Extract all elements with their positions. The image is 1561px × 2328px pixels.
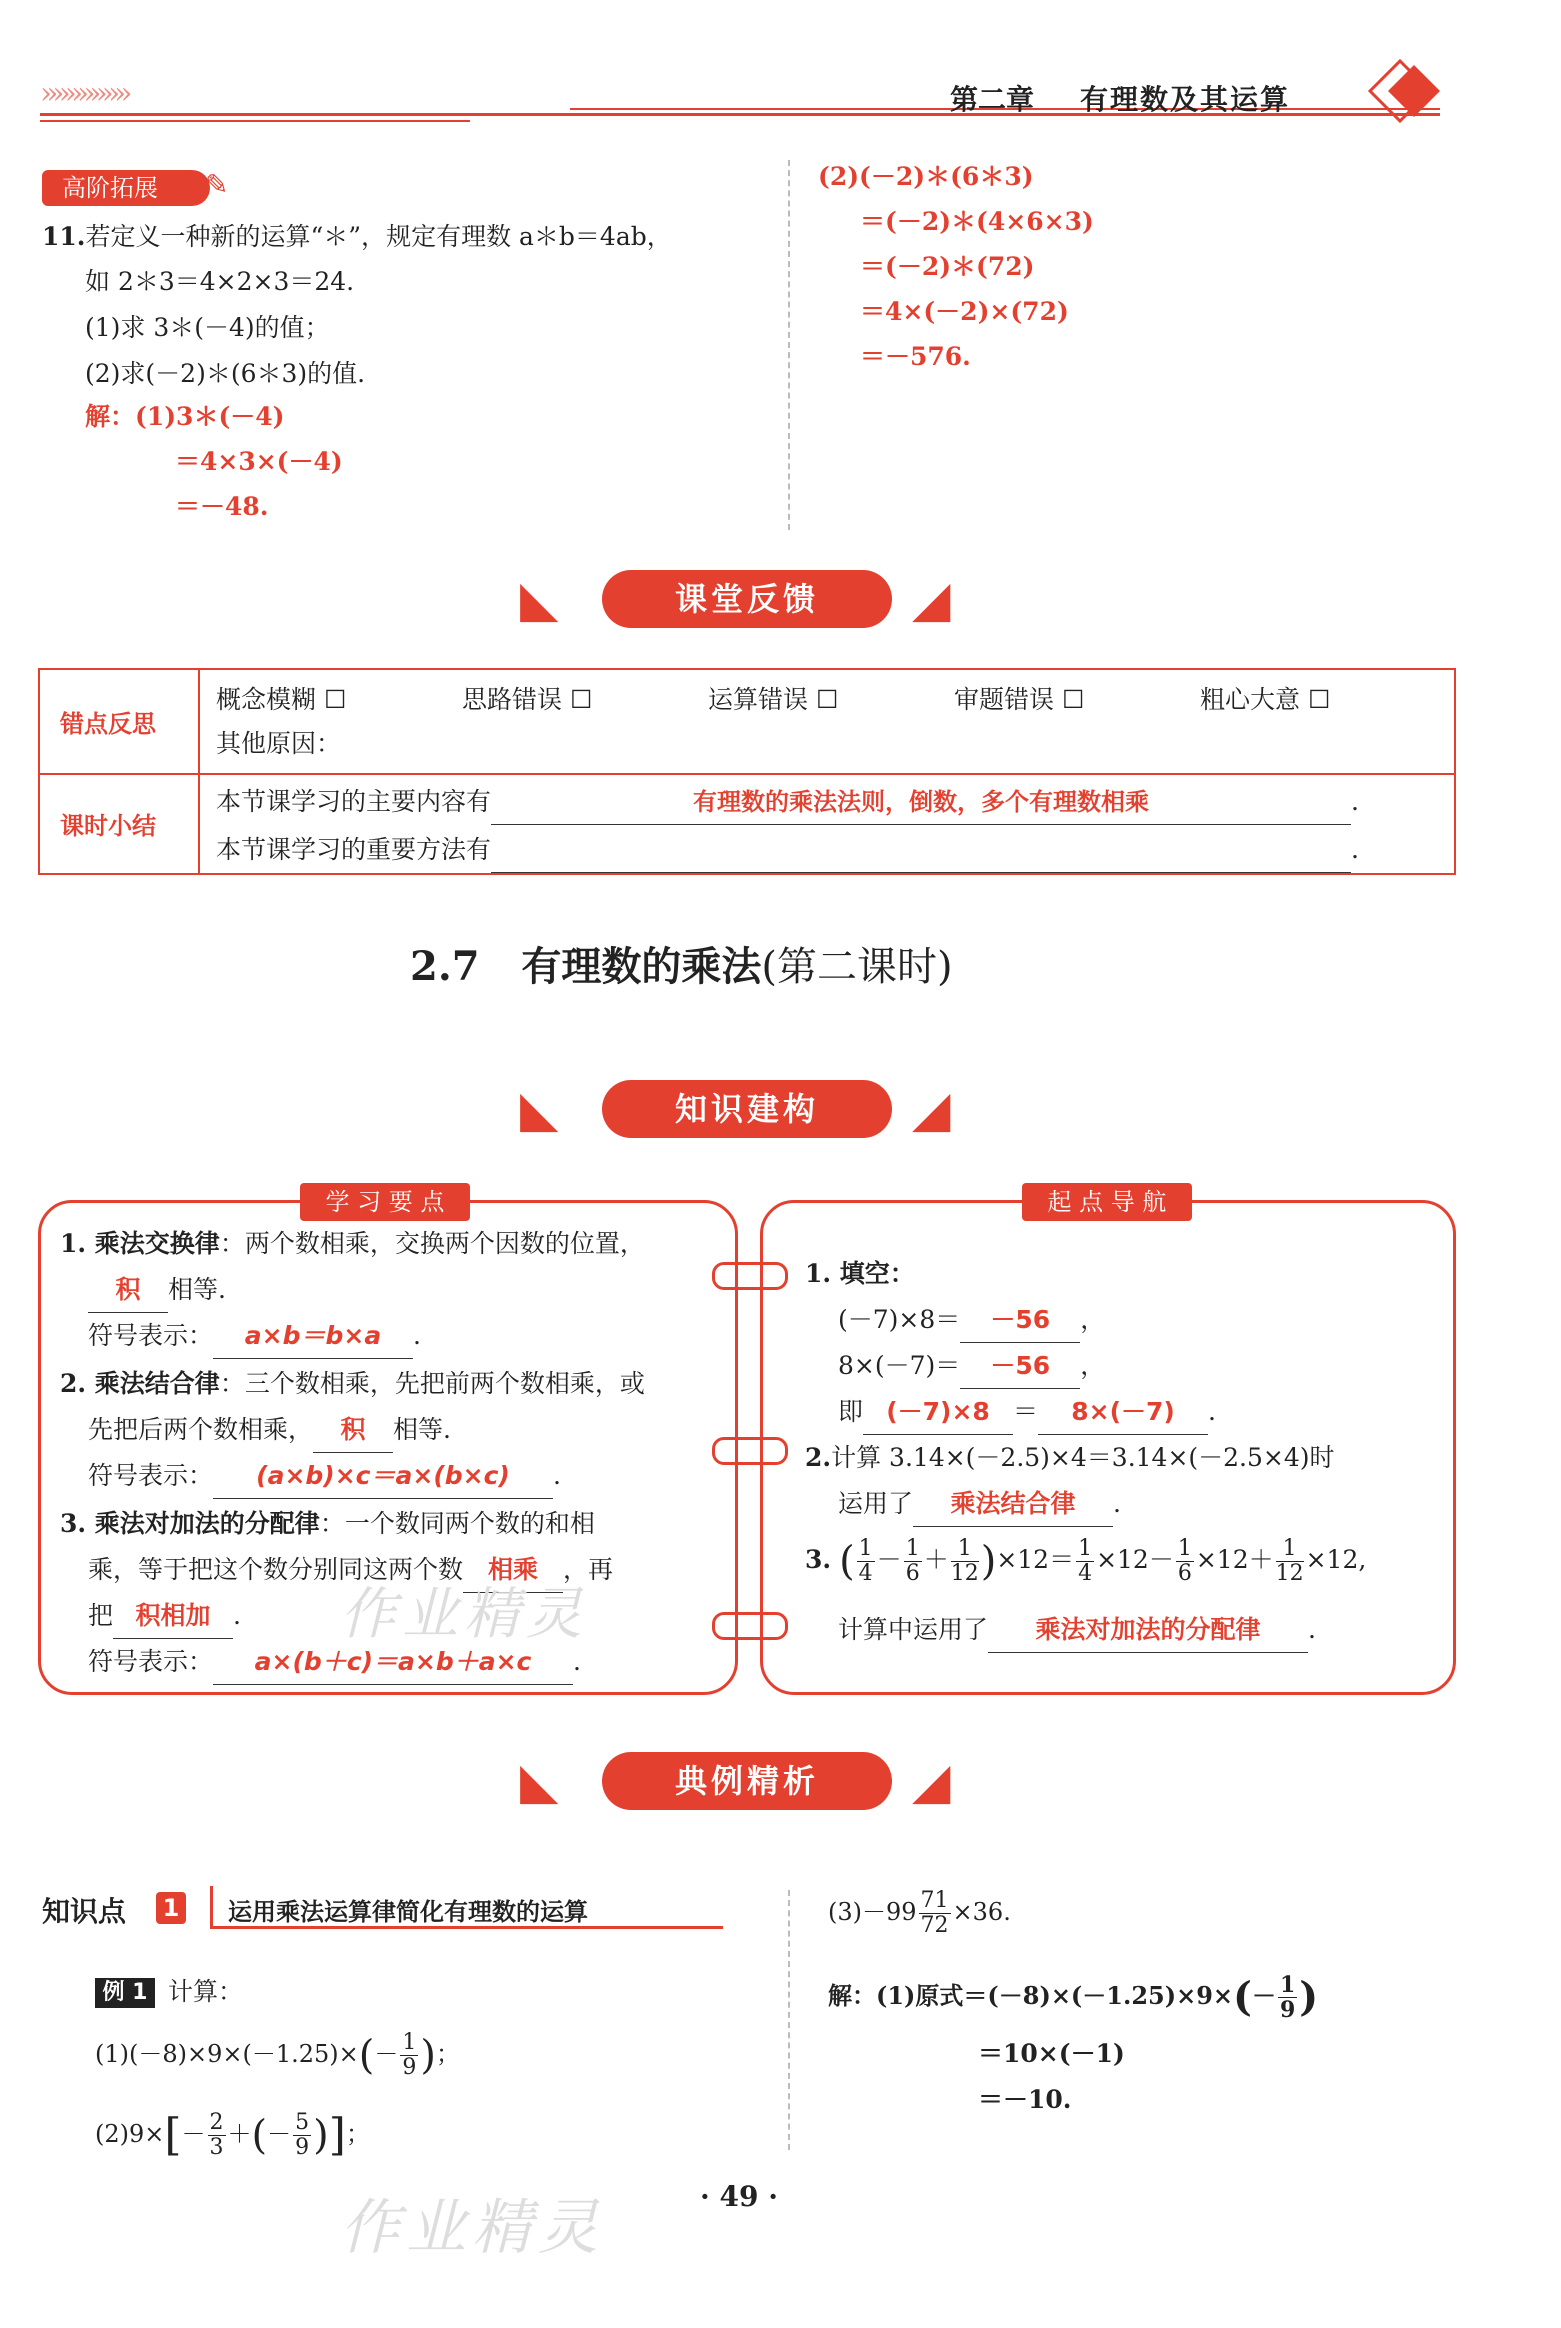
fill-blank-c: 即 (－7)×8 ＝ 8×(－7) . xyxy=(838,1390,1216,1435)
chevron-decoration-icon: »»»»»»» xyxy=(40,76,127,111)
example-tag: 例 1 xyxy=(95,1978,155,2008)
watermark: 作业精灵 xyxy=(340,1582,588,1647)
question-11: 11.若定义一种新的运算“＊”，规定有理数 a＊b＝4ab， xyxy=(42,222,672,251)
example-part3: (3)－99 $\frac{71}{72}$ ×36. xyxy=(828,1888,1011,1938)
diamond-logo-icon xyxy=(1330,46,1450,136)
solution-line3: ＝－10. xyxy=(978,2085,1072,2114)
question-part1: (1)求 3＊(－4)的值； xyxy=(85,313,330,342)
law-commutative-cont: 积 相等. xyxy=(88,1268,226,1313)
calc-question-cont: 运用了 乘法结合律 . xyxy=(838,1482,1121,1527)
feedback-heading: 课堂反馈 xyxy=(602,570,892,628)
wing-left-icon: ◣ xyxy=(520,1752,559,1810)
law-commutative: 1. 乘法交换律：两个数相乘，交换两个因数的位置， xyxy=(60,1229,645,1258)
column-divider xyxy=(788,1890,790,2150)
law-associative-cont: 先把后两个数相乘， 积 相等. xyxy=(88,1408,451,1453)
wing-right-icon: ◢ xyxy=(912,1080,951,1138)
method-blank[interactable] xyxy=(491,828,1351,873)
law-distributive-cont2: 把 积相加 . xyxy=(88,1594,241,1639)
page-number: · 49 · xyxy=(700,2180,778,2213)
solution2-line5: ＝－576. xyxy=(860,342,971,371)
example-part2: (2)9×[－ $\frac{2}{3}$ ＋(－ $\frac{5}{9}$ )]； xyxy=(95,2109,370,2161)
option-calc[interactable]: 运算错误 ☐ xyxy=(708,685,839,714)
wing-left-icon: ◣ xyxy=(520,1080,559,1138)
option-careless[interactable]: 粗心大意 ☐ xyxy=(1200,685,1331,714)
column-divider xyxy=(788,160,790,530)
knowledge-point-title: 运用乘法运算律简化有理数的运算 xyxy=(228,1898,588,1926)
summary-method: 本节课学习的重要方法有 . xyxy=(216,828,1359,873)
calc-question: 2.计算 3.14×(－2.5)×4＝3.14×(－2.5×4)时 xyxy=(805,1443,1335,1472)
question-example: 如 2＊3＝4×2×3＝24. xyxy=(85,267,355,296)
lesson-title: 2.7 有理数的乘法(第二课时) xyxy=(410,943,953,990)
header xyxy=(0,0,1561,140)
wing-right-icon: ◢ xyxy=(912,570,951,628)
solution2-line4: ＝4×(－2)×(72) xyxy=(860,297,1069,326)
wing-right-icon: ◢ xyxy=(912,1752,951,1810)
knowledge-point-num: 1 xyxy=(156,1892,186,1924)
distributive-formula: 3. ( $\frac{1}{4}$ － $\frac{1}{6}$ ＋ $\frac{1}{12}$ )×12＝ $\frac{1}{4}$ ×12－ $\frac{1}{6}$ ×12＋ $\frac{1}{12}$ ×12, xyxy=(805,1536,1367,1586)
advanced-tag: 高阶拓展 xyxy=(42,170,210,206)
solution2-line2: ＝(－2)＊(4×6×3) xyxy=(860,207,1094,236)
chapter-title: 有理数及其运算 xyxy=(1080,83,1291,116)
study-points-tag: 学 习 要 点 xyxy=(300,1183,470,1221)
start-nav-tag: 起 点 导 航 xyxy=(1022,1183,1192,1221)
examples-heading: 典例精析 xyxy=(602,1752,892,1810)
solution2-line1: (2)(－2)＊(6＊3) xyxy=(818,162,1034,191)
pencil-icon: ✎ xyxy=(205,168,229,201)
option-concept[interactable]: 概念模糊 ☐ xyxy=(216,685,347,714)
solution2-line3: ＝(－2)＊(72) xyxy=(860,252,1035,281)
symbol-associative: 符号表示： (a×b)×c＝a×(b×c) . xyxy=(88,1454,561,1499)
symbol-commutative: 符号表示： a×b＝b×a . xyxy=(88,1314,421,1359)
summary-answer: 有理数的乘法法则，倒数，多个有理数相乘 xyxy=(491,780,1351,825)
fill-blank-title: 1. 填空： xyxy=(805,1259,915,1288)
answer-blank: 积 xyxy=(88,1268,168,1313)
question-part2: (2)求(－2)＊(6＊3)的值. xyxy=(85,359,366,388)
fill-blank-a: (－7)×8＝ －56 ， xyxy=(838,1298,1105,1343)
feedback-table xyxy=(38,668,1456,875)
knowledge-point-label: 知识点 xyxy=(42,1895,127,1928)
option-reading[interactable]: 审题错误 ☐ xyxy=(954,685,1085,714)
example-part1: (1)(－8)×9×(－1.25)×(－ $\frac{1}{9}$ )； xyxy=(95,2030,460,2080)
solution1-line1: 解：(1)3＊(－4) xyxy=(85,402,285,431)
summary-content: 本节课学习的主要内容有 有理数的乘法法则，倒数，多个有理数相乘 . xyxy=(216,780,1359,825)
distributive-answer: 计算中运用了 乘法对加法的分配律 . xyxy=(838,1608,1316,1653)
wing-left-icon: ◣ xyxy=(520,570,559,628)
solution-line1: 解：(1)原式＝(－8)×(－1.25)×9×(－ $\frac{1}{9}$ ) xyxy=(828,1972,1319,2023)
solution1-line3: ＝－48. xyxy=(175,492,269,521)
solution1-line2: ＝4×3×(－4) xyxy=(175,447,343,476)
watermark: 作业精灵 xyxy=(340,2193,604,2263)
law-associative: 2. 乘法结合律：三个数相乘，先把前两个数相乘，或 xyxy=(60,1369,645,1398)
knowledge-heading: 知识建构 xyxy=(602,1080,892,1138)
law-distributive: 3. 乘法对加法的分配律：一个数同两个数的和相 xyxy=(60,1509,595,1538)
option-thinking[interactable]: 思路错误 ☐ xyxy=(462,685,593,714)
fill-blank-b: 8×(－7)＝ －56 ， xyxy=(838,1344,1105,1389)
other-reason: 其他原因： xyxy=(216,729,342,758)
chapter-label: 第二章 xyxy=(950,83,1035,116)
solution-line2: ＝10×(－1) xyxy=(978,2039,1125,2068)
summary-label: 课时小结 xyxy=(60,812,156,840)
example-instruction: 计算： xyxy=(168,1977,244,2006)
law-distributive-cont: 乘，等于把这个数分别同这两个数 相乘 ，再 xyxy=(88,1548,613,1593)
mistake-label: 错点反思 xyxy=(60,710,156,738)
symbol-distributive: 符号表示： a×(b＋c)＝a×b＋a×c . xyxy=(88,1640,581,1685)
